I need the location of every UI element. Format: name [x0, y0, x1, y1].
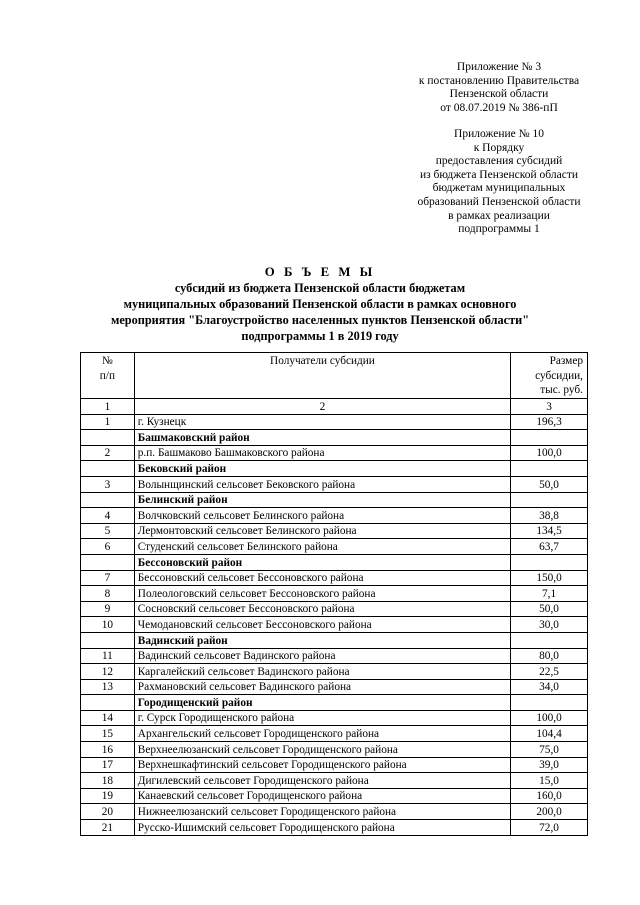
- table-header-row: [81, 353, 588, 399]
- recipient-name: Архангельский сельсовет Городищенского района: [134, 726, 510, 742]
- table-row: [81, 664, 588, 680]
- appendix-decree-reference: [396, 61, 602, 115]
- subsidy-amount: 63,7: [511, 539, 588, 555]
- subsidy-amount: 100,0: [511, 710, 588, 726]
- table-row: [81, 757, 588, 773]
- row-value: [511, 554, 588, 570]
- appendix-line: Приложение № 3: [456, 61, 542, 73]
- district-name: Белинский район: [134, 492, 510, 508]
- table-row: [81, 601, 588, 617]
- table-row: [81, 773, 588, 789]
- recipient-name: Волчковский сельсовет Белинского района: [134, 508, 510, 524]
- subsidy-amount: 34,0: [511, 679, 588, 695]
- subsidy-amount: 39,0: [511, 757, 588, 773]
- row-number: 9: [81, 601, 135, 617]
- title-line: подпрограммы 1 в 2019 году: [241, 329, 399, 343]
- table-row: [81, 804, 588, 820]
- title-heading: О Б Ъ Е М Ы: [264, 265, 376, 279]
- subsidy-amount: 30,0: [511, 617, 588, 633]
- table-row: [81, 414, 588, 430]
- recipient-name: г. Кузнецк: [134, 414, 510, 430]
- recipient-name: Верхнешкафтинский сельсовет Городищенского района: [134, 757, 510, 773]
- table-row: [81, 710, 588, 726]
- header-num: [81, 353, 135, 399]
- table-row: [81, 679, 588, 695]
- row-number: [81, 430, 135, 446]
- appendix-line: к Порядку: [473, 141, 525, 154]
- district-name: Вадинский район: [134, 632, 510, 648]
- recipient-name: Волынщинский сельсовет Бековского района: [134, 476, 510, 492]
- recipient-name: Сосновский сельсовет Бессоновского района: [134, 601, 510, 617]
- row-number: 13: [81, 679, 135, 695]
- appendix-line: к постановлению Правительства: [418, 74, 580, 87]
- subsidy-amount: 15,0: [511, 773, 588, 789]
- row-number: 19: [81, 788, 135, 804]
- row-number: [81, 461, 135, 477]
- row-number: 12: [81, 664, 135, 680]
- appendix-line: предоставления субсидий: [435, 155, 563, 168]
- subsidy-amount: 50,0: [511, 476, 588, 492]
- subsidy-amount: 7,1: [511, 586, 588, 602]
- row-number: 10: [81, 617, 135, 633]
- header-amount-line: тыс. руб.: [540, 384, 583, 396]
- table-row: [81, 445, 588, 461]
- district-name: Башмаковский район: [134, 430, 510, 446]
- header-amount: [511, 353, 588, 399]
- subsidy-amount: 200,0: [511, 804, 588, 820]
- recipient-name: г. Сурск Городищенского района: [134, 710, 510, 726]
- table-row: [81, 742, 588, 758]
- district-name: Бессоновский район: [134, 554, 510, 570]
- table-row: [81, 539, 588, 555]
- table-row: [81, 648, 588, 664]
- recipient-name: Вадинский сельсовет Вадинского района: [134, 648, 510, 664]
- row-value: [511, 695, 588, 711]
- district-row: [81, 430, 588, 446]
- row-number: 1: [81, 414, 135, 430]
- subsidy-amount: 100,0: [511, 445, 588, 461]
- appendix-line: от 08.07.2019 № 386-пП: [440, 101, 558, 114]
- row-number: [81, 492, 135, 508]
- row-number: 3: [81, 476, 135, 492]
- subsidy-amount: 75,0: [511, 742, 588, 758]
- title-line: субсидий из бюджета Пензенской области бюджетам: [174, 281, 466, 295]
- recipient-name: Рахмановский сельсовет Вадинского района: [134, 679, 510, 695]
- recipient-name: Верхнеелюзанский сельсовет Городищенского района: [134, 742, 510, 758]
- table-row: [81, 617, 588, 633]
- row-number: 21: [81, 820, 135, 836]
- row-number: [81, 554, 135, 570]
- appendix-line: бюджетам муниципальных: [432, 182, 566, 195]
- subsidy-amount: 38,8: [511, 508, 588, 524]
- row-value: [511, 632, 588, 648]
- table-body: [81, 414, 588, 835]
- table-index-row: [81, 399, 588, 415]
- table-row: [81, 476, 588, 492]
- recipient-name: Студенский сельсовет Белинского района: [134, 539, 510, 555]
- subsidy-amount: 80,0: [511, 648, 588, 664]
- row-number: 20: [81, 804, 135, 820]
- row-number: 8: [81, 586, 135, 602]
- subsidy-amount: 104,4: [511, 726, 588, 742]
- row-number: 14: [81, 710, 135, 726]
- appendix-line: Приложение № 10: [454, 128, 544, 140]
- row-value: [511, 492, 588, 508]
- district-name: Бековский район: [134, 461, 510, 477]
- table-row: [81, 788, 588, 804]
- recipient-name: Дигилевский сельсовет Городищенского района: [134, 773, 510, 789]
- row-number: 6: [81, 539, 135, 555]
- appendix-procedure-reference: [396, 128, 602, 237]
- recipient-name: Нижнеелюзанский сельсовет Городищенского района: [134, 804, 510, 820]
- index-cell: 2: [134, 399, 510, 415]
- recipient-name: Русско-Ишимский сельсовет Городищенского района: [134, 820, 510, 836]
- subsidy-amount: 196,3: [511, 414, 588, 430]
- appendix-line: Пензенской области: [449, 88, 549, 101]
- row-number: 16: [81, 742, 135, 758]
- district-row: [81, 461, 588, 477]
- header-amount-line: субсидии,: [535, 369, 583, 382]
- table-row: [81, 586, 588, 602]
- appendix-line: образований Пензенской области: [417, 195, 581, 208]
- recipient-name: р.п. Башмаково Башмаковского района: [134, 445, 510, 461]
- district-row: [81, 492, 588, 508]
- recipient-name: Бессоновский сельсовет Бессоновского района: [134, 570, 510, 586]
- recipient-name: Каргалейский сельсовет Вадинского района: [134, 664, 510, 680]
- subsidy-table: [80, 352, 588, 836]
- row-number: 2: [81, 445, 135, 461]
- header-amount-line: Размер: [549, 355, 583, 367]
- index-cell: 1: [81, 399, 135, 415]
- table-row: [81, 508, 588, 524]
- header-recipient: Получатели субсидии: [134, 353, 510, 399]
- district-row: [81, 695, 588, 711]
- title-line: мероприятия "Благоустройство населенных пунктов Пензенской области": [110, 313, 530, 327]
- row-number: 11: [81, 648, 135, 664]
- district-row: [81, 632, 588, 648]
- table-row: [81, 726, 588, 742]
- row-number: 5: [81, 523, 135, 539]
- district-row: [81, 554, 588, 570]
- header-num-line: п/п: [99, 369, 115, 382]
- row-number: 4: [81, 508, 135, 524]
- document-title: [100, 264, 540, 344]
- table-row: [81, 570, 588, 586]
- subsidy-amount: 160,0: [511, 788, 588, 804]
- row-number: 7: [81, 570, 135, 586]
- appendix-line: подпрограммы 1: [458, 223, 540, 236]
- recipient-name: Полеологовский сельсовет Бессоновского района: [134, 586, 510, 602]
- subsidy-amount: 72,0: [511, 820, 588, 836]
- table-row: [81, 820, 588, 836]
- subsidy-amount: 150,0: [511, 570, 588, 586]
- subsidy-amount: 50,0: [511, 601, 588, 617]
- header-num-line: №: [102, 355, 113, 367]
- district-name: Городищенский район: [134, 695, 510, 711]
- recipient-name: Лермонтовский сельсовет Белинского района: [134, 523, 510, 539]
- subsidy-amount: 134,5: [511, 523, 588, 539]
- row-value: [511, 430, 588, 446]
- row-number: 17: [81, 757, 135, 773]
- subsidy-amount: 22,5: [511, 664, 588, 680]
- table-row: [81, 523, 588, 539]
- row-value: [511, 461, 588, 477]
- appendix-line: из бюджета Пензенской области: [419, 168, 579, 181]
- row-number: [81, 695, 135, 711]
- row-number: 15: [81, 726, 135, 742]
- appendix-line: в рамках реализации: [448, 209, 550, 222]
- row-number: 18: [81, 773, 135, 789]
- title-line: муниципальных образований Пензенской области в рамках основного: [123, 297, 517, 311]
- index-cell: 3: [511, 399, 588, 415]
- row-number: [81, 632, 135, 648]
- recipient-name: Чемодановский сельсовет Бессоновского района: [134, 617, 510, 633]
- recipient-name: Канаевский сельсовет Городищенского района: [134, 788, 510, 804]
